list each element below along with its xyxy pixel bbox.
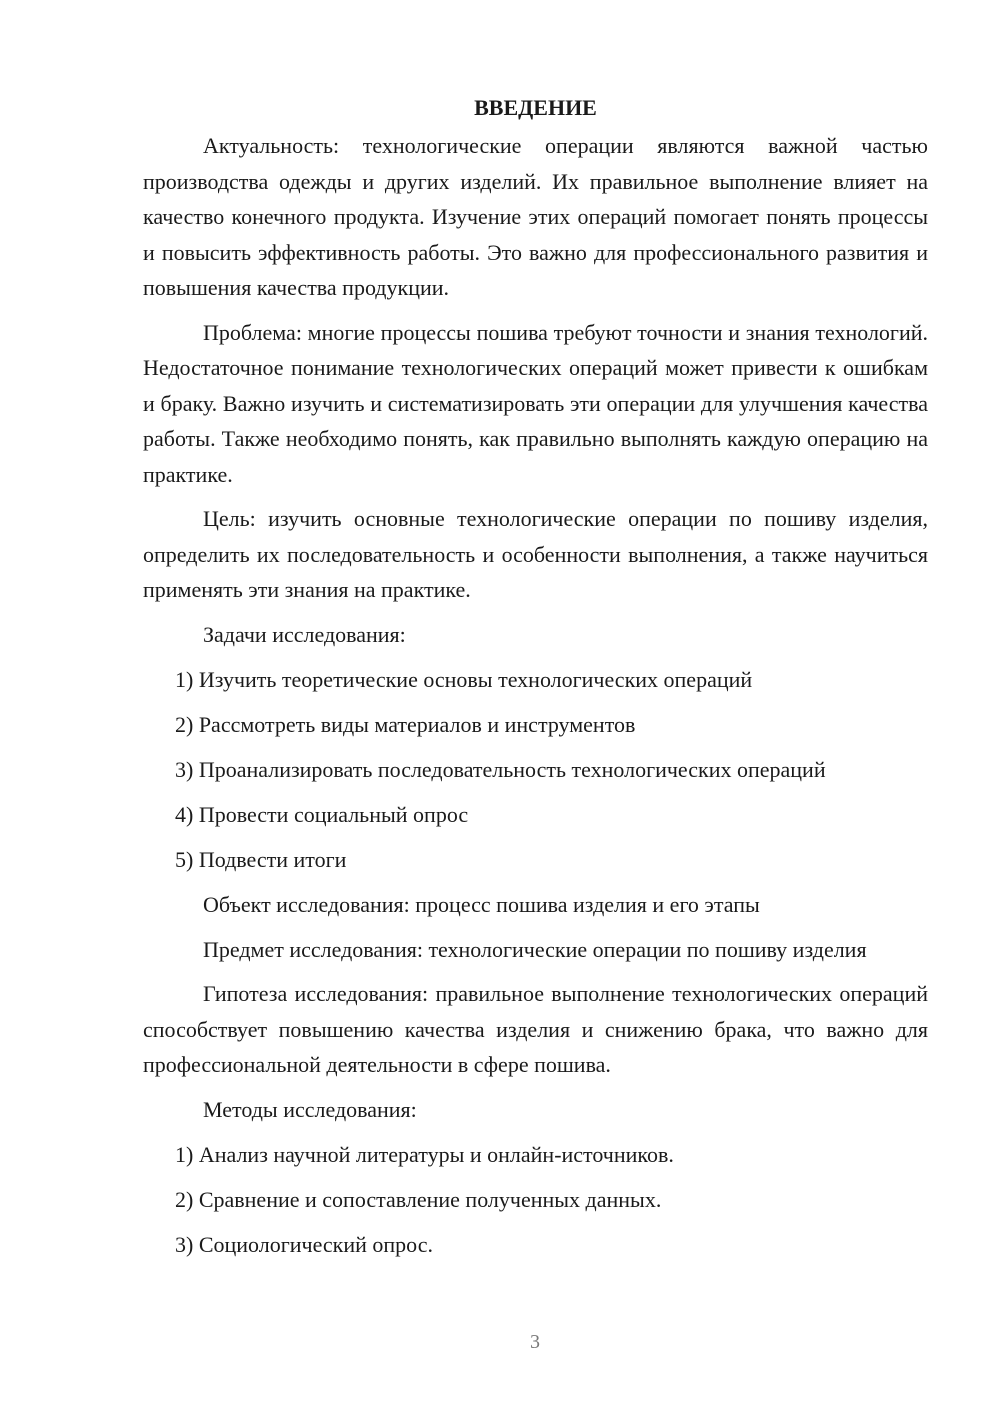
list-item: 1) Изучить теоретические основы технологических операций [175,666,753,692]
list-item: 4) Провести социальный опрос [175,801,469,827]
tasks-heading: Задачи исследования: [203,621,406,647]
document-page [143,90,928,1272]
goal-paragraph: Цель: изучить основные технологические операции по пошиву изделия, определить их последовательность и особенности выполнения, а также научиться применять эти знания на практике. [143,506,928,602]
list-item: 3) Проанализировать последовательность технологических операций [175,756,826,782]
subject-paragraph: Предмет исследования: технологические операции по пошиву изделия [203,936,867,962]
tasks-list [143,662,928,878]
hypothesis-paragraph: Гипотеза исследования: правильное выполнение технологических операций способствует повышению качества изделия и снижению брака, что важно для профессиональной деятельности в сфере пошива. [143,981,928,1077]
page-title: ВВЕДЕНИЕ [474,95,597,120]
list-item: 2) Рассмотреть виды материалов и инструментов [175,711,636,737]
list-item: 2) Сравнение и сопоставление полученных данных. [175,1186,662,1212]
relevance-paragraph: Актуальность: технологические операции являются важной частью производства одежды и других изделий. Их правильное выполнение влияет на качество конечного продукта. Изучение этих операций помогает понять процессы и повысить эффективность работы. Это важно для профессионального развития и повышения качества продукции. [143,133,928,300]
methods-list [143,1137,928,1263]
list-item: 1) Анализ научной литературы и онлайн-источников. [175,1141,674,1167]
page-number: 3 [530,1331,540,1353]
object-line: Объект исследования: процесс пошива изделия и его этапы [203,891,760,917]
problem-paragraph: Проблема: многие процессы пошива требуют точности и знания технологий. Недостаточное понимание технологических операций может привести к ошибкам и браку. Важно изучить и систематизировать эти операции для улучшения качества работы. Также необходимо понять, как правильно выполнять каждую операцию на практике. [143,319,928,487]
methods-heading: Методы исследования: [203,1096,417,1122]
list-item: 5) Подвести итоги [175,846,347,872]
list-item: 3) Социологический опрос. [175,1231,433,1257]
